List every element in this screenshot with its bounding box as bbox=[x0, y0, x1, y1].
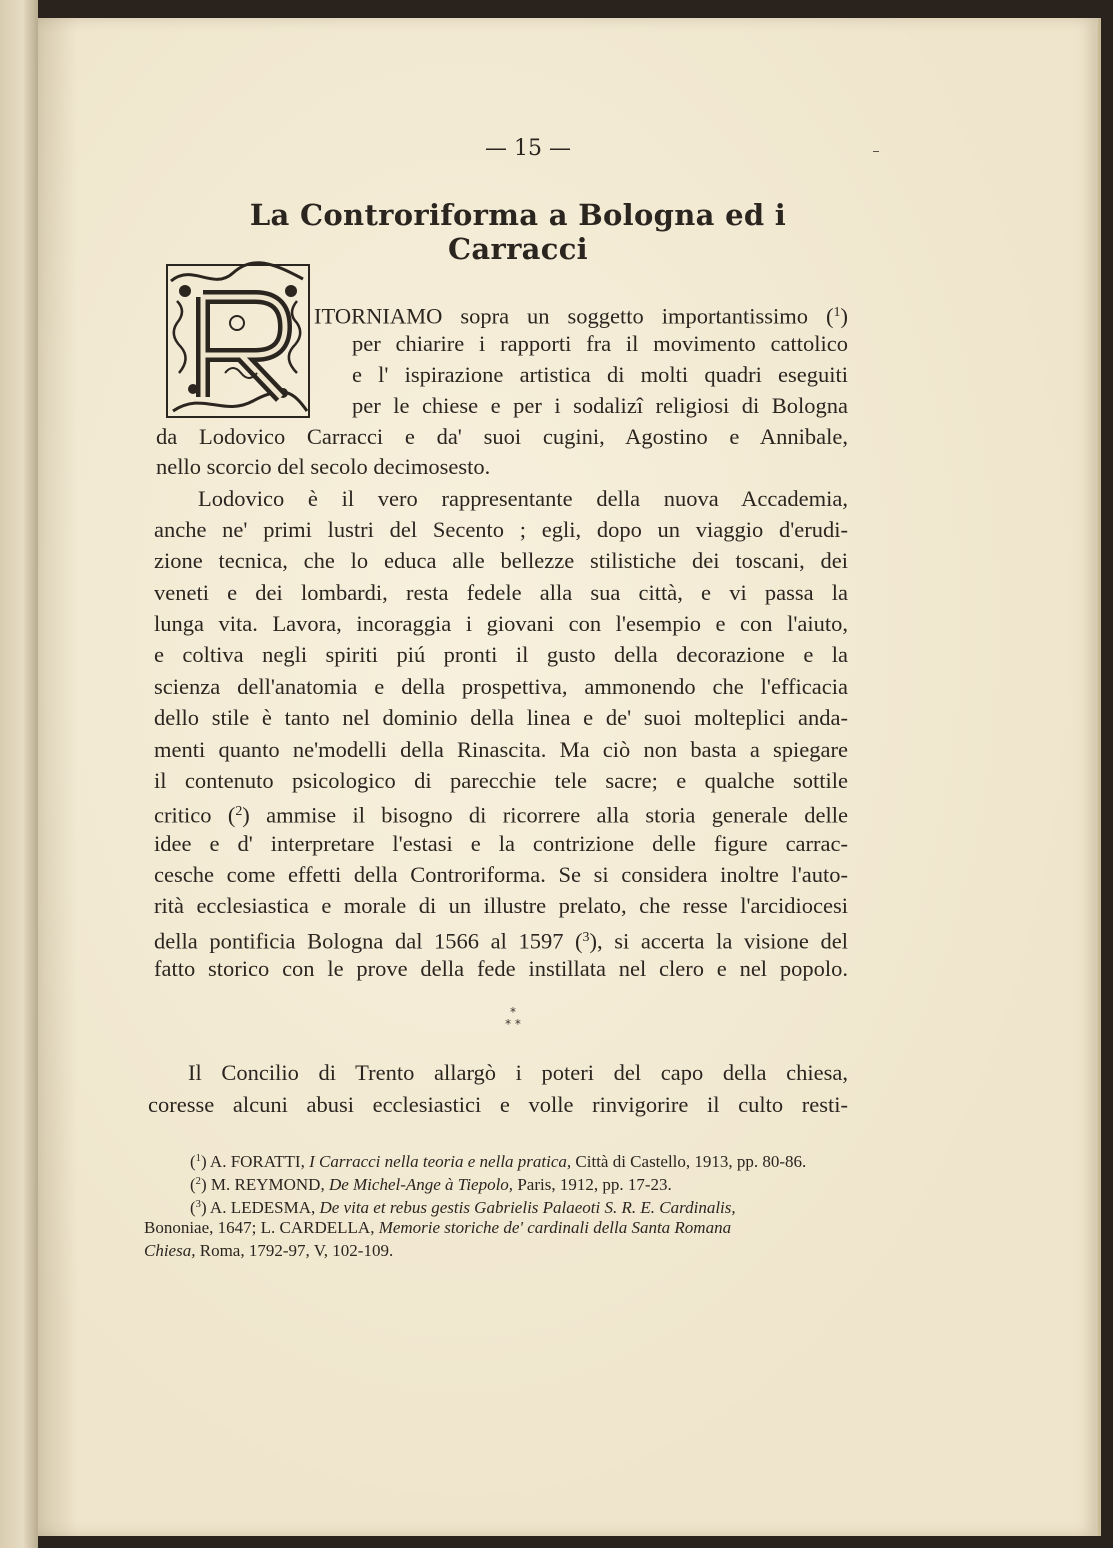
smallcaps-word: ITORNIAMO bbox=[314, 303, 443, 329]
asterism-top: * bbox=[510, 1005, 516, 1019]
text-line: anche ne' primi lustri del Secento ; egli, dopo un viaggio d'erudi- bbox=[154, 517, 848, 542]
text-line: critico ($^2$) ammise il bisogno di ricorrere alla storia generale delle bbox=[154, 802, 848, 828]
text-line: della pontificia Bologna dal 1566 al 1597 ($^3$), si accerta la visione del bbox=[154, 928, 848, 954]
text-line: cesche come effetti della Controriforma. Se si considera inoltre l'auto- bbox=[154, 862, 848, 887]
text-line: veneti e dei lombardi, resta fedele alla sua città, e vi passa la bbox=[154, 580, 848, 605]
text-line: Il Concilio di Trento allargò i poteri del capo della chiesa, bbox=[188, 1060, 848, 1085]
text-line: e coltiva negli spiriti piú pronti il gusto della decorazione e la bbox=[154, 642, 848, 667]
footnote-ref-1: 1 bbox=[833, 305, 841, 320]
margin-mark bbox=[873, 151, 879, 152]
footnote-3-line-2: Bononiae, 1647; L. CARDELLA, Memorie storiche de' cardinali della Santa Romana bbox=[144, 1218, 732, 1237]
text-line: fatto storico con le prove della fede instillata nel clero e nel popolo. bbox=[154, 956, 848, 981]
decorated-drop-cap-icon bbox=[163, 261, 313, 421]
text-line: per chiarire i rapporti fra il movimento cattolico bbox=[352, 331, 848, 356]
text-line: idee e d' interpretare l'estasi e la contrizione delle figure carrac- bbox=[154, 831, 848, 856]
text-line: coresse alcuni abusi ecclesiastici e volle rinvigorire il culto resti- bbox=[148, 1092, 848, 1117]
footnote-3-line-3: Chiesa, Roma, 1792-97, V, 102-109. bbox=[144, 1241, 394, 1260]
footnote-2: ($^2$) M. REYMOND, De Michel-Ange à Tiepolo, Paris, 1912, pp. 17-23. bbox=[190, 1174, 672, 1194]
asterism-bottom: * * bbox=[505, 1017, 521, 1031]
asterism-divider bbox=[488, 1006, 538, 1030]
text-line: lunga vita. Lavora, incoraggia i giovani con l'esempio e con l'aiuto, bbox=[154, 611, 848, 636]
text-line: nello scorcio del secolo decimosesto. bbox=[156, 454, 491, 479]
text-line: rità ecclesiastica e morale di un illustre prelato, che resse l'arcidiocesi bbox=[154, 893, 848, 918]
chapter-title: La Controriforma a Bologna ed i Carracci bbox=[249, 198, 787, 266]
footnote-ref-3: 3 bbox=[582, 930, 590, 945]
text-line: ITORNIAMO sopra un soggetto importantissimo ($^1$) bbox=[314, 303, 848, 329]
text-line: zione tecnica, che lo educa alle bellezze stilistiche dei toscani, dei bbox=[154, 548, 848, 573]
footnote-1: ($^1$) A. FORATTI, I Carracci nella teoria e nella pratica, Città di Castello, 1913, pp. 80-86. bbox=[190, 1151, 807, 1171]
book-page bbox=[38, 18, 1101, 1536]
text-line: da Lodovico Carracci e da' suoi cugini, Agostino e Annibale, bbox=[156, 424, 848, 449]
text-line: menti quanto ne'modelli della Rinascita. Ma ciò non basta a spiegare bbox=[154, 737, 848, 762]
text-line: il contenuto psicologico di parecchie tele sacre; e qualche sottile bbox=[154, 768, 848, 793]
text-line: dello stile è tanto nel dominio della linea e de' suoi molteplici anda- bbox=[154, 705, 848, 730]
page-number: — 15 — bbox=[485, 136, 571, 161]
footnote-ref-2: 2 bbox=[235, 804, 243, 819]
previous-page-edge bbox=[0, 0, 38, 1548]
text-line: e l' ispirazione artistica di molti quadri eseguiti bbox=[352, 362, 848, 387]
text-line: per le chiese e per i sodalizî religiosi di Bologna bbox=[352, 393, 848, 418]
text-line: Lodovico è il vero rappresentante della nuova Accademia, bbox=[198, 486, 848, 511]
text-line: scienza dell'anatomia e della prospettiva, ammonendo che l'efficacia bbox=[154, 674, 848, 699]
footnote-3: ($^3$) A. LEDESMA, De vita et rebus gestis Gabrielis Palaeoti S. R. E. Cardinalis, bbox=[190, 1197, 736, 1217]
